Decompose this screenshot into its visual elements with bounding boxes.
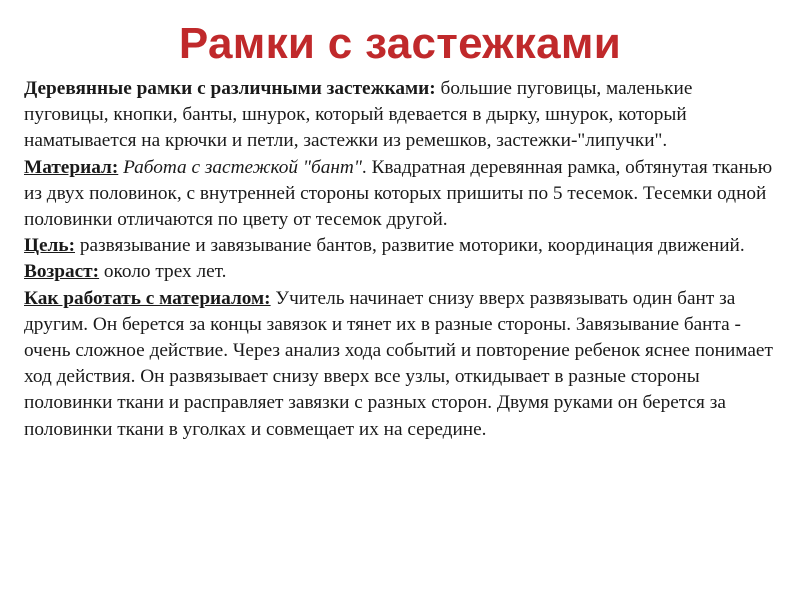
material-label: Материал:: [24, 156, 119, 178]
age-text: около трех лет.: [99, 261, 227, 283]
howto-paragraph: [24, 286, 780, 443]
howto-label: Как работать с материалом:: [24, 287, 271, 309]
intro-lead: Деревянные рамки с различными застежками:: [24, 78, 436, 99]
material-text: . Квадратная деревянная рамка, обтянутая тканью из двух половинок, с внутренней стороны которых пришиты по 5 тесемок. Тесемки одной половинки отличаются по цвету от тесемок другой.: [24, 156, 773, 231]
howto-text: Учитель начинает снизу вверх развязывать один бант за другим. Он берется за концы завязок и тянет их в разные стороны. Завязывание банта - очень сложное действие. Через анализ хода событий и повторение ребенок яснее понимает ход действия. Он развязывает снизу вверх все узлы, откидывает в разные стороны половинки ткани и расправляет завязки с разных сторон. Двумя руками он берется за половинки ткани в уголках и совмещает их на середине.: [24, 287, 773, 440]
goal-text: развязывание и завязывание бантов, развитие моторики, координация движений.: [75, 235, 745, 257]
goal-label: Цель:: [24, 235, 75, 257]
slide-body: [24, 76, 780, 443]
material-italic: Работа с застежкой "бант": [118, 156, 362, 178]
age-paragraph: [24, 259, 780, 285]
intro-paragraph: [24, 76, 780, 155]
intro-text: большие пуговицы, маленькие пуговицы, кнопки, банты, шнурок, который вдевается в дырку, шнурок, который наматывается на крючки и петли, застежки из ремешков, застежки-"липучки".: [24, 78, 693, 152]
material-paragraph: [24, 155, 780, 234]
slide-title: Рамки с застежками: [178, 19, 622, 68]
age-label: Возраст:: [24, 261, 100, 283]
goal-paragraph: [24, 233, 780, 259]
